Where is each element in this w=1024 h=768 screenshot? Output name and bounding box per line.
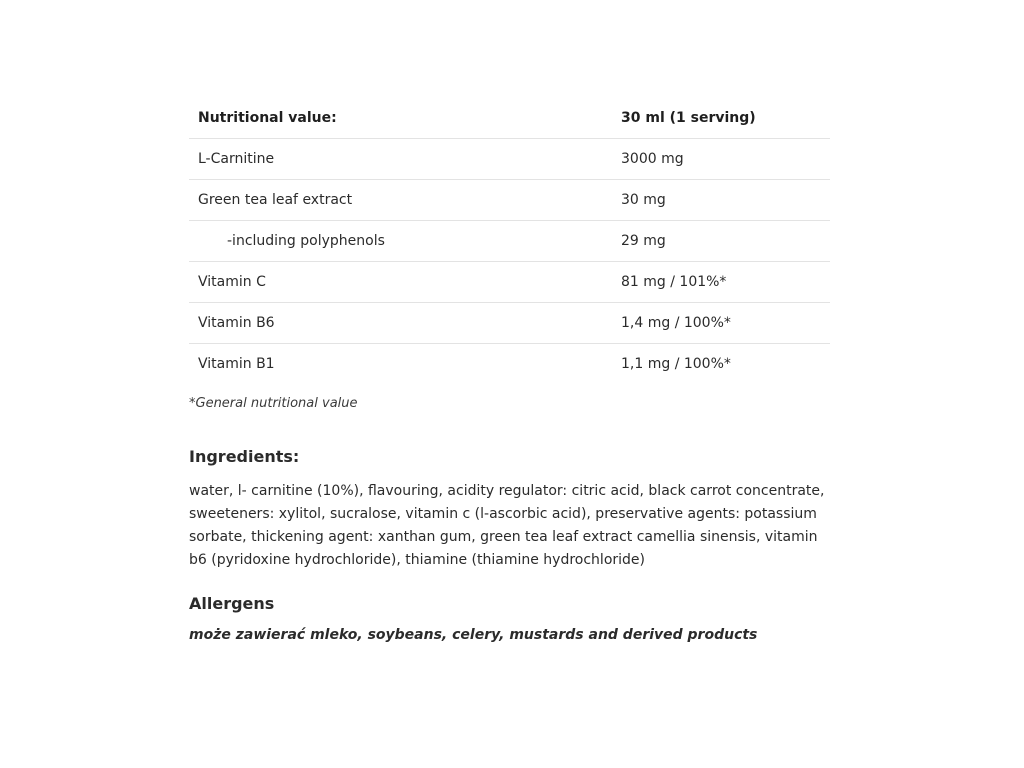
nutrient-name: L-Carnitine: [189, 139, 612, 180]
table-row: [189, 180, 830, 221]
nutrient-value: 81 mg / 101%*: [612, 262, 830, 303]
allergens-text: może zawierać mleko, soybeans, celery, mustards and derived products: [189, 627, 758, 643]
nutrient-value: 30 mg: [612, 180, 830, 221]
nutrient-value: 3000 mg: [612, 139, 830, 180]
nutrient-name: Vitamin C: [189, 262, 612, 303]
nutrition-header-row: [189, 98, 830, 139]
nutrient-value: 1,1 mg / 100%*: [621, 356, 731, 372]
table-row: [189, 344, 830, 385]
nutrition-table: [189, 98, 830, 384]
nutrient-name: Green tea leaf extract: [189, 180, 612, 221]
ingredients-text: water, l- carnitine (10%), flavouring, acidity regulator: citric acid, black carrot concentrate, sweeteners: xylitol, sucralose, vitamin c (l-ascorbic acid), preservative agents: potassium sorbate, thickening agent: xanthan gum, green tea leaf extract camellia sinensis, vitamin b6 (pyridoxine hydrochloride), thiamine (thiamine hydrochloride): [189, 483, 825, 568]
nutrient-name: -including polyphenols: [189, 221, 612, 262]
nutrition-header-label: Nutritional value:: [189, 98, 612, 139]
nutrient-name: Vitamin B1: [198, 356, 275, 372]
nutrient-value: 1,4 mg / 100%*: [612, 303, 830, 344]
table-row: [189, 139, 830, 180]
product-details: [189, 98, 830, 643]
table-row: [189, 221, 830, 262]
table-row: [189, 303, 830, 344]
nutrition-header-value: 30 ml (1 serving): [612, 98, 830, 139]
nutrition-footnote: *General nutritional value: [189, 396, 358, 411]
ingredients-heading: Ingredients:: [189, 447, 300, 466]
nutrient-name: Vitamin B6: [189, 303, 612, 344]
nutrient-value: 29 mg: [612, 221, 830, 262]
allergens-heading: Allergens: [189, 594, 275, 613]
table-row: [189, 262, 830, 303]
